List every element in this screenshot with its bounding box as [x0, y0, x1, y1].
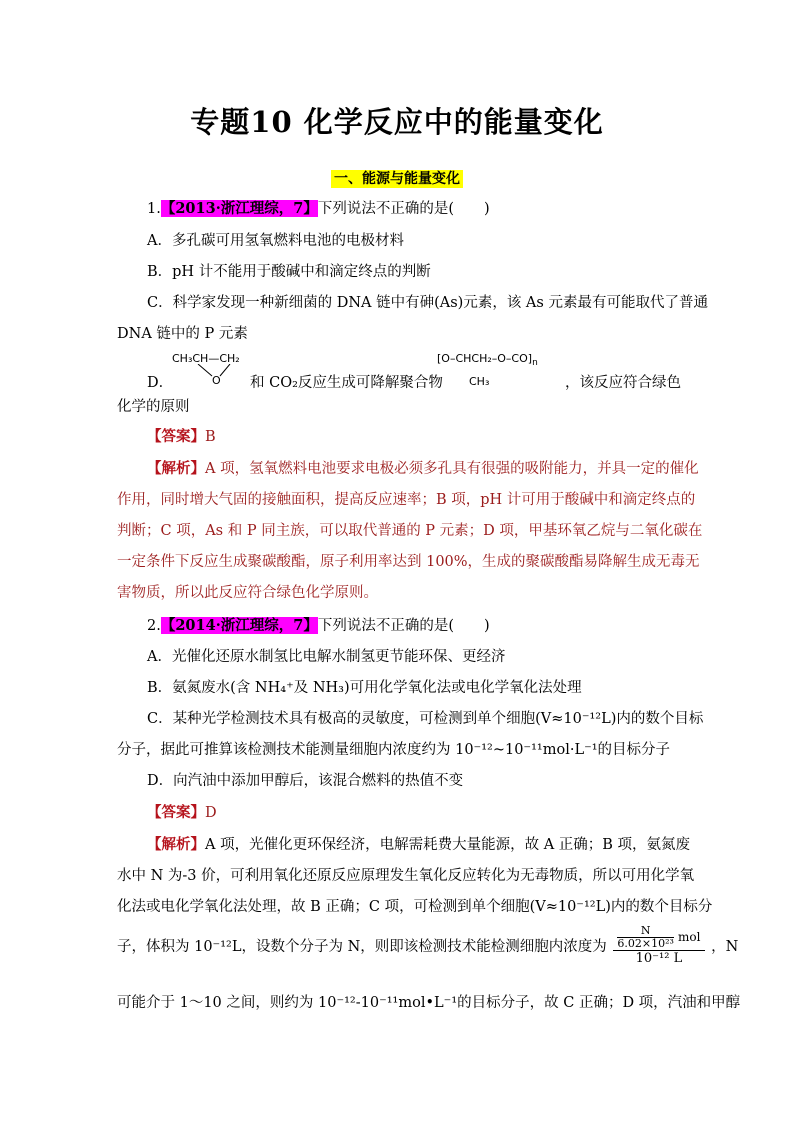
fraction-numerator	[613, 925, 704, 951]
q2-explanation-line-1	[147, 835, 690, 855]
q1-option-b: B．pH 计不能用于酸碱中和滴定终点的判断	[147, 264, 431, 280]
polymer-bracket-left: [	[437, 352, 442, 365]
q1-option-a: A．多孔碳可用氢氧燃料电池的电极材料	[147, 233, 404, 249]
epoxide-oxygen: O	[212, 374, 221, 387]
page-title: 专题10 化学反应中的能量变化	[190, 105, 604, 139]
q1-explanation-line-3: 判断；C 项，As 和 P 同主族，可以取代普通的 P 元素；D 项，甲基环氧乙烷与二氧化碳在	[117, 523, 703, 539]
q1-explanation-line-2: 作用，同时增大气固的接触面积，提高反应速率；B 项，pH 计可用于酸碱中和滴定终点的	[117, 492, 696, 508]
polymer-n: n	[532, 358, 538, 369]
q1-stem	[147, 199, 490, 219]
q1-explanation-label: 【解析】	[147, 460, 205, 477]
q2-option-c-cont: 分子，据此可推算该检测技术能测量细胞内浓度约为 10⁻¹²~10⁻¹¹mol·L⁻¹的目标分子	[117, 742, 671, 758]
q1-stem-end: )	[484, 201, 490, 217]
q2-number: 2.	[147, 618, 161, 634]
q2-answer-label: 【答案】	[147, 804, 205, 821]
q1-option-c-cont: DNA 链中的 P 元素	[117, 326, 248, 342]
polymer-bracket-right: ]	[527, 352, 533, 365]
section-heading	[0, 168, 794, 188]
polymer-methyl: CH₃	[469, 375, 490, 388]
q2-answer	[147, 803, 217, 823]
q1-explanation-line-5: 害物质，所以此反应符合绿色化学原则。	[117, 585, 378, 601]
q2-option-d: D．向汽油中添加甲醇后，该混合燃料的热值不变	[147, 773, 464, 789]
q2-explanation-line-4	[117, 925, 738, 966]
concentration-fraction	[613, 925, 704, 966]
q1-option-d-end: ，该反应符合绿色	[565, 375, 681, 391]
q1-stem-text: 下列说法不正确的是(	[317, 201, 454, 217]
fraction-denominator: 10⁻¹² L	[635, 951, 683, 966]
q2-explanation-line-3: 化法或电化学氧化法处理，故 B 正确；C 项，可检测到单个细胞(V≈10⁻¹²L)内的数个目标分	[117, 899, 713, 915]
q2-explanation-line-2: 水中 N 为-3 价，可利用氧化还原反应原理发生氧化反应转化为无毒物质，所以可用化学氧	[117, 868, 695, 884]
q2-option-a: A．光催化还原水制氢比电解水制氢更节能环保、更经济	[147, 649, 506, 665]
q2-explanation-line-5: 可能介于 1～10 之间，则约为 10⁻¹²-10⁻¹¹mol•L⁻¹的目标分子，故 C 正确；D 项，汽油和甲醇	[117, 995, 741, 1011]
q1-option-d-cont: 化学的原则	[117, 399, 190, 415]
q2-explanation-text-4: 子，体积为 10⁻¹²L，设数个分子为 N，则即该检测技术能检测细胞内浓度为	[117, 939, 607, 955]
q2-option-c: C．某种光学检测技术具有极高的灵敏度，可检测到单个细胞(V≈10⁻¹²L)内的数个目标	[147, 711, 704, 727]
q2-explanation-text-4-end: ，N	[711, 939, 739, 955]
q2-stem-text: 下列说法不正确的是(	[317, 618, 454, 634]
q1-explanation-line-1	[147, 459, 699, 479]
q2-stem	[147, 616, 490, 636]
q1-explanation-text-1: A 项，氢氧燃料电池要求电极必须多孔具有很强的吸附能力，并具一定的催化	[205, 461, 699, 477]
epoxide-formula: CH₃CH—CH₂	[172, 352, 240, 365]
q2-answer-value: D	[205, 805, 217, 821]
inner-numerator: N	[617, 925, 674, 938]
q1-answer	[147, 427, 216, 447]
q1-source-tag: 【2013·浙江理综，7】	[160, 200, 318, 217]
q1-option-d-prefix: D．	[147, 375, 174, 391]
polymer-repeat-unit: O–CHCH₂–O–CO	[441, 352, 528, 365]
q2-source-tag: 【2014·浙江理综，7】	[160, 617, 318, 634]
polymer-bracket-lines	[436, 358, 556, 364]
q1-explanation-line-4: 一定条件下反应生成聚碳酸酯，原子利用率达到 100%，生成的聚碳酸酯易降解生成无毒无	[117, 554, 700, 570]
q2-stem-end: )	[484, 618, 490, 634]
q1-option-c: C．科学家发现一种新细菌的 DNA 链中有砷(As)元素，该 As 元素最有可能取代了普通	[147, 295, 708, 311]
q1-number: 1.	[147, 201, 161, 217]
q2-explanation-text-1: A 项，光催化更环保经济，电解需耗费大量能源，故 A 正确；B 项，氨氮废	[205, 837, 691, 853]
section-heading-text: 一、能源与能量变化	[331, 170, 463, 188]
q2-explanation-label: 【解析】	[147, 836, 205, 853]
q1-answer-label: 【答案】	[147, 428, 205, 445]
q1-option-d-mid: 和 CO₂反应生成可降解聚合物	[250, 375, 443, 391]
inner-denominator: 6.02×10²³	[617, 937, 674, 950]
inner-fraction	[617, 925, 674, 950]
fraction-unit: mol	[678, 930, 701, 944]
q1-answer-value: B	[205, 429, 216, 445]
q2-option-b: B．氨氮废水(含 NH₄⁺及 NH₃)可用化学氧化法或电化学氧化法处理	[147, 680, 582, 696]
